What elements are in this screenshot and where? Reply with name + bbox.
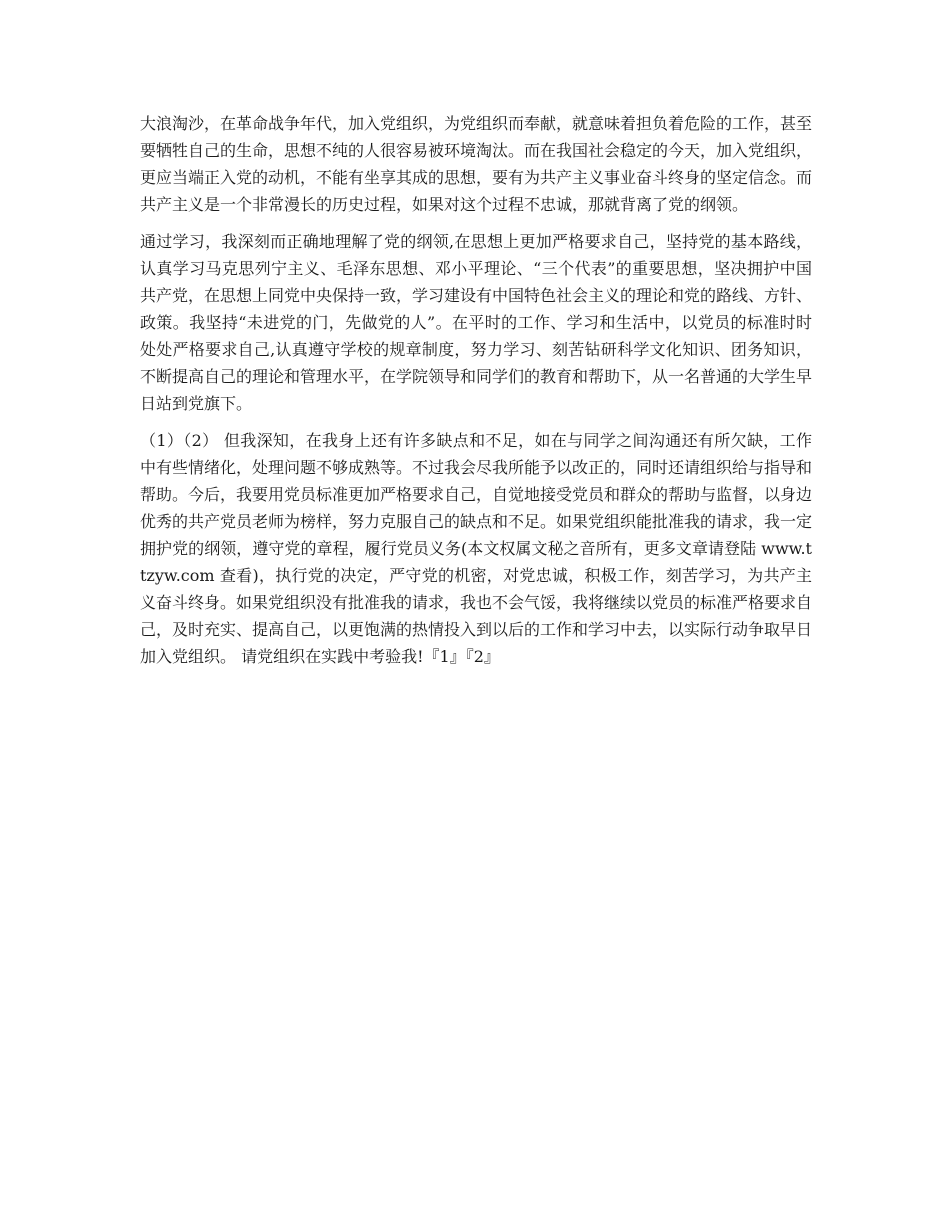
paragraph-1: 大浪淘沙，在革命战争年代，加入党组织，为党组织而奉献，就意味着担负着危险的工作，甚至要牺牲自己的生命，思想不纯的人很容易被环境淘汰。而在我国社会稳定的今天，加入党组织，更应当端正入党的动机，不能有坐享其成的思想，要有为共产主义事业奋斗终身的坚定信念。而共产主义是一个非常漫长的历史过程，如果对这个过程不忠诚，那就背离了党的纲领。 xyxy=(140,114,813,214)
paragraph-3: （1）（2） 但我深知，在我身上还有许多缺点和不足，如在与同学之间沟通还有所欠缺，工作中有些情绪化，处理问题不够成熟等。不过我会尽我所能予以改正的，同时还请组织给与指导和帮助。今后，我要用党员标准更加严格要求自己，自觉地接受党员和群众的帮助与监督，以身边优秀的共产党员老师为榜样，努力克服自己的缺点和不足。如果党组织能批准我的请求，我一定拥护党的纲领，遵守党的章程，履行党员义务(本文权属文秘之音所有，更多文章请登陆 www.ttzyw.com 查看)，执行党的决定，严守党的机密，对党忠诚，积极工作，刻苦学习，为共产主义奋斗终身。如果党组织没有批准我的请求，我也不会气馁，我将继续以党员的标准严格要求自己，及时充实、提高自己，以更饱满的热情投入到以后的工作和学习中去，以实际行动争取早日加入党组织。 请党组织在实践中考验我!『1』『2』 xyxy=(140,431,813,666)
paragraph-2: 通过学习，我深刻而正确地理解了党的纲领,在思想上更加严格要求自己，坚持党的基本路线，认真学习马克思列宁主义、毛泽东思想、邓小平理论、“三个代表”的重要思想，坚决拥护中国共产党，在思想上同党中央保持一致，学习建设有中国特色社会主义的理论和党的路线、方针、政策。我坚持“未进党的门，先做党的人”。在平时的工作、学习和生活中，以党员的标准时时处处严格要求自己,认真遵守学校的规章制度，努力学习、刻苦钻研科学文化知识、团务知识，不断提高自己的理论和管理水平，在学院领导和同学们的教育和帮助下，从一名普通的大学生早日站到党旗下。 xyxy=(140,232,813,413)
document-page xyxy=(140,110,812,680)
